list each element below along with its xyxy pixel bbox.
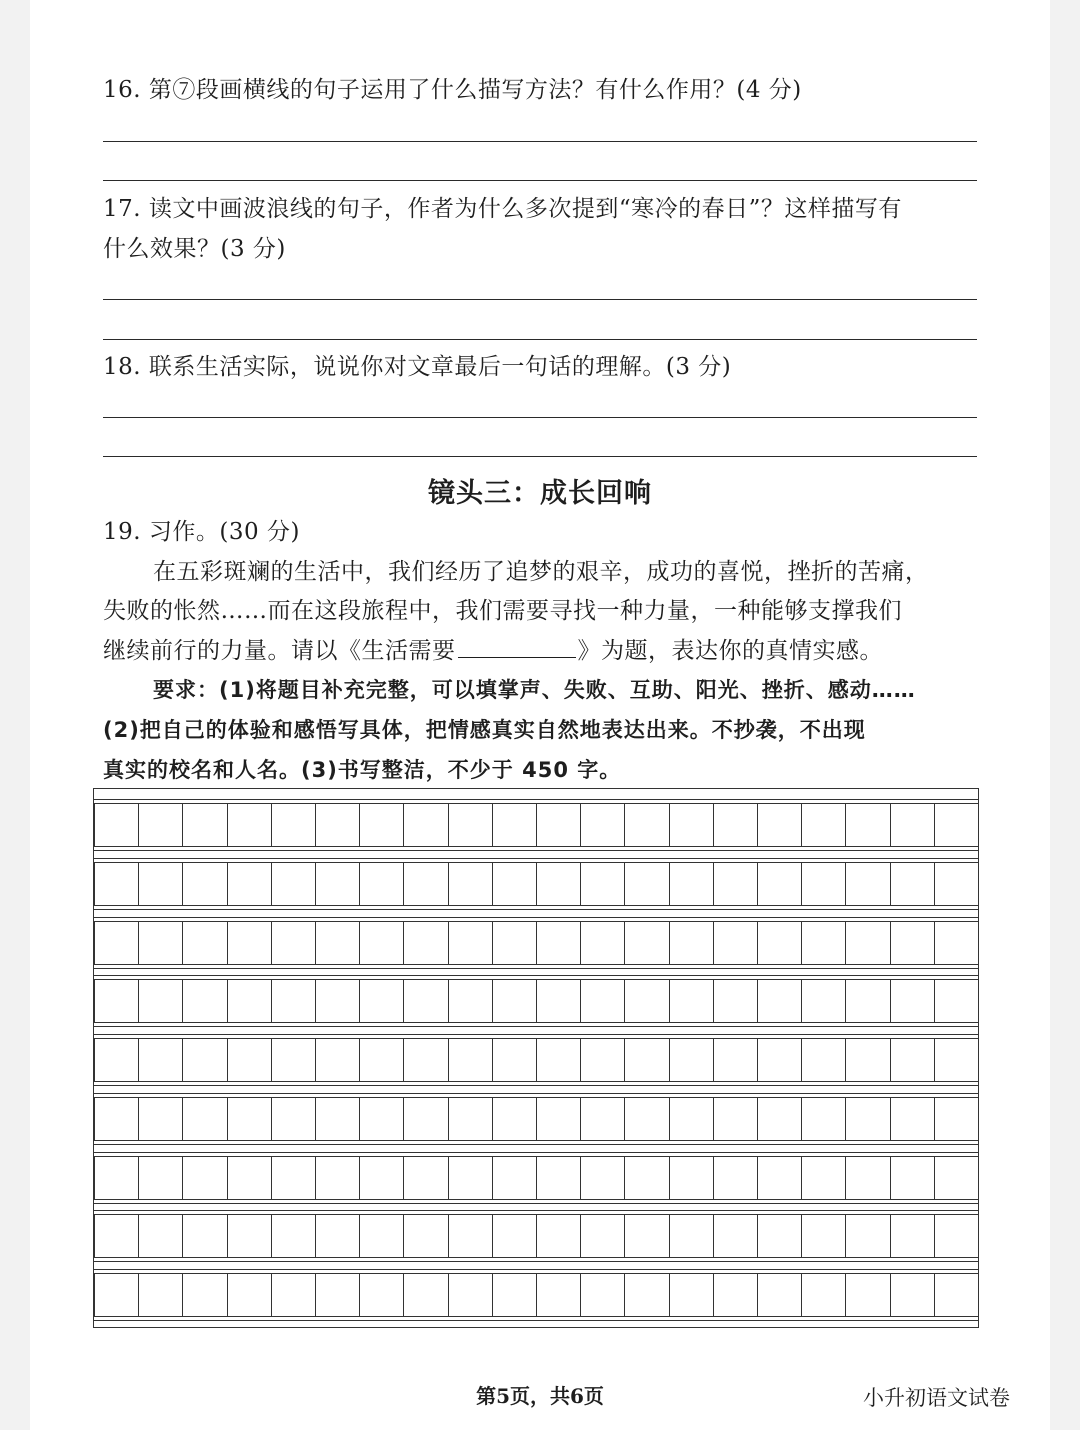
answer-line[interactable] (103, 180, 977, 181)
question-18: 18. 联系生活实际，说说你对文章最后一句话的理解。(3 分) (103, 354, 732, 380)
grid-cell[interactable] (359, 1038, 404, 1082)
title-blank[interactable] (458, 633, 576, 658)
grid-cell[interactable] (580, 979, 625, 1023)
grid-cell[interactable] (713, 979, 758, 1023)
grid-cell[interactable] (536, 1097, 581, 1141)
grid-cell[interactable] (271, 1214, 316, 1258)
grid-band-line (94, 1085, 978, 1086)
grid-cell[interactable] (94, 1097, 139, 1141)
grid-cell[interactable] (757, 921, 802, 965)
grid-cell[interactable] (271, 1273, 316, 1317)
grid-cell[interactable] (669, 1097, 714, 1141)
grid-cell[interactable] (227, 803, 272, 847)
grid-cell[interactable] (227, 921, 272, 965)
grid-cell[interactable] (934, 1214, 979, 1258)
grid-cell[interactable] (227, 1038, 272, 1082)
grid-cell[interactable] (845, 979, 890, 1023)
grid-cell[interactable] (448, 1273, 493, 1317)
grid-cell[interactable] (492, 1273, 537, 1317)
grid-cell[interactable] (845, 1156, 890, 1200)
grid-cell[interactable] (934, 862, 979, 906)
grid-cell[interactable] (801, 979, 846, 1023)
grid-cell[interactable] (845, 921, 890, 965)
grid-band-line (94, 1026, 978, 1027)
grid-cell[interactable] (271, 1156, 316, 1200)
grid-cell[interactable] (845, 803, 890, 847)
grid-cell[interactable] (801, 862, 846, 906)
question-17-line1: 17. 读文中画波浪线的句子，作者为什么多次提到“寒冷的春日”？这样描写有 (103, 196, 902, 222)
grid-cell[interactable] (448, 1038, 493, 1082)
grid-cell[interactable] (94, 1273, 139, 1317)
grid-band-line (94, 975, 978, 976)
grid-cell[interactable] (315, 1156, 360, 1200)
grid-cell[interactable] (934, 1097, 979, 1141)
grid-cell[interactable] (271, 803, 316, 847)
grid-cell[interactable] (580, 803, 625, 847)
grid-cell[interactable] (757, 803, 802, 847)
grid-band-line (94, 917, 978, 918)
grid-cell[interactable] (934, 1156, 979, 1200)
question-19-heading: 19. 习作。(30 分) (103, 519, 300, 545)
grid-cell[interactable] (890, 1156, 935, 1200)
document-name: 小升初语文试卷 (863, 1386, 1010, 1410)
grid-cell[interactable] (182, 862, 227, 906)
grid-cell[interactable] (271, 862, 316, 906)
grid-cell[interactable] (315, 979, 360, 1023)
grid-cell[interactable] (359, 1156, 404, 1200)
grid-cell[interactable] (624, 803, 669, 847)
grid-cell[interactable] (94, 1214, 139, 1258)
grid-cell[interactable] (801, 1273, 846, 1317)
grid-cell[interactable] (845, 1214, 890, 1258)
grid-cell[interactable] (845, 1038, 890, 1082)
grid-cell[interactable] (182, 1156, 227, 1200)
grid-band-line (94, 1034, 978, 1035)
grid-band-line (94, 1320, 978, 1321)
answer-line[interactable] (103, 339, 977, 340)
requirement-line-1: 要求：(1)将题目补充完整，可以填掌声、失败、互助、阳光、挫折、感动…… (153, 678, 916, 702)
grid-cell[interactable] (757, 862, 802, 906)
grid-cell[interactable] (757, 1214, 802, 1258)
grid-cell[interactable] (182, 1214, 227, 1258)
grid-cell[interactable] (182, 921, 227, 965)
grid-cell[interactable] (713, 921, 758, 965)
grid-cell[interactable] (669, 1156, 714, 1200)
grid-cell[interactable] (359, 979, 404, 1023)
grid-cell[interactable] (138, 862, 183, 906)
grid-cell[interactable] (536, 803, 581, 847)
grid-cell[interactable] (713, 862, 758, 906)
grid-cell[interactable] (580, 1156, 625, 1200)
grid-cell[interactable] (890, 979, 935, 1023)
grid-cell[interactable] (448, 1214, 493, 1258)
grid-cell[interactable] (801, 803, 846, 847)
grid-cell[interactable] (801, 1214, 846, 1258)
grid-cell[interactable] (448, 803, 493, 847)
grid-cell[interactable] (271, 979, 316, 1023)
grid-cell[interactable] (669, 803, 714, 847)
grid-cell[interactable] (801, 1156, 846, 1200)
grid-cell[interactable] (890, 1097, 935, 1141)
grid-band-line (94, 799, 978, 800)
grid-cell[interactable] (182, 1038, 227, 1082)
grid-cell[interactable] (536, 1273, 581, 1317)
grid-cell[interactable] (890, 921, 935, 965)
grid-cell[interactable] (890, 1273, 935, 1317)
prompt-line-2: 失败的怅然……而在这段旅程中，我们需要寻找一种力量，一种能够支撑我们 (103, 598, 902, 624)
grid-cell[interactable] (403, 803, 448, 847)
grid-cell[interactable] (713, 803, 758, 847)
grid-cell[interactable] (757, 1156, 802, 1200)
grid-cell[interactable] (492, 803, 537, 847)
section-title: 镜头三：成长回响 (428, 478, 652, 509)
page-number: 第5页，共6页 (476, 1384, 604, 1408)
grid-cell[interactable] (94, 1038, 139, 1082)
grid-cell[interactable] (669, 1214, 714, 1258)
grid-cell[interactable] (315, 921, 360, 965)
grid-cell[interactable] (713, 1273, 758, 1317)
grid-cell[interactable] (359, 1273, 404, 1317)
prompt-line-3-before: 继续前行的力量。请以《生活需要 (103, 638, 456, 664)
grid-cell[interactable] (94, 979, 139, 1023)
grid-cell[interactable] (448, 1156, 493, 1200)
grid-cell[interactable] (492, 1097, 537, 1141)
grid-cell[interactable] (934, 979, 979, 1023)
grid-cell[interactable] (713, 1038, 758, 1082)
grid-cell[interactable] (94, 862, 139, 906)
prompt-line-1: 在五彩斑斓的生活中，我们经历了追梦的艰辛，成功的喜悦，挫折的苦痛， (153, 559, 929, 585)
grid-cell[interactable] (934, 803, 979, 847)
grid-cell[interactable] (138, 979, 183, 1023)
grid-cell[interactable] (315, 803, 360, 847)
grid-cell[interactable] (492, 979, 537, 1023)
grid-cell[interactable] (94, 803, 139, 847)
grid-cell[interactable] (669, 862, 714, 906)
grid-cell[interactable] (138, 921, 183, 965)
grid-cell[interactable] (890, 803, 935, 847)
grid-cell[interactable] (227, 1273, 272, 1317)
grid-cell[interactable] (624, 1097, 669, 1141)
grid-cell[interactable] (138, 1038, 183, 1082)
grid-band-line (94, 850, 978, 851)
grid-cell[interactable] (624, 1214, 669, 1258)
grid-cell[interactable] (934, 1273, 979, 1317)
grid-cell[interactable] (536, 921, 581, 965)
grid-band-line (94, 1152, 978, 1153)
question-16: 16. 第⑦段画横线的句子运用了什么描写方法？有什么作用？(4 分) (103, 77, 802, 103)
grid-cell[interactable] (403, 1156, 448, 1200)
grid-cell[interactable] (624, 979, 669, 1023)
grid-cell[interactable] (624, 862, 669, 906)
grid-cell[interactable] (94, 921, 139, 965)
grid-cell[interactable] (536, 1214, 581, 1258)
grid-cell[interactable] (138, 1273, 183, 1317)
grid-cell[interactable] (403, 1038, 448, 1082)
grid-cell[interactable] (934, 1038, 979, 1082)
requirement-line-3: 真实的校名和人名。(3)书写整洁，不少于 450 字。 (103, 758, 622, 782)
grid-cell[interactable] (403, 979, 448, 1023)
grid-cell[interactable] (580, 862, 625, 906)
grid-cell[interactable] (536, 862, 581, 906)
requirement-line-2: (2)把自己的体验和感悟写具体，把情感真实自然地表达出来。不抄袭，不出现 (103, 718, 866, 742)
grid-band-line (94, 1210, 978, 1211)
grid-cell[interactable] (271, 1097, 316, 1141)
grid-cell[interactable] (492, 1156, 537, 1200)
grid-cell[interactable] (801, 1097, 846, 1141)
grid-cell[interactable] (757, 1273, 802, 1317)
grid-cell[interactable] (315, 1214, 360, 1258)
grid-cell[interactable] (580, 1097, 625, 1141)
grid-cell[interactable] (359, 862, 404, 906)
grid-cell[interactable] (359, 921, 404, 965)
grid-cell[interactable] (890, 1038, 935, 1082)
grid-cell[interactable] (713, 1097, 758, 1141)
grid-cell[interactable] (271, 921, 316, 965)
grid-cell[interactable] (138, 1097, 183, 1141)
grid-cell[interactable] (403, 921, 448, 965)
grid-cell[interactable] (845, 862, 890, 906)
grid-band-line (94, 1093, 978, 1094)
grid-cell[interactable] (227, 979, 272, 1023)
grid-cell[interactable] (713, 1156, 758, 1200)
grid-cell[interactable] (580, 1038, 625, 1082)
grid-cell[interactable] (182, 803, 227, 847)
grid-cell[interactable] (227, 1214, 272, 1258)
grid-cell[interactable] (403, 1214, 448, 1258)
grid-cell[interactable] (227, 1097, 272, 1141)
grid-cell[interactable] (492, 921, 537, 965)
grid-band-line (94, 1261, 978, 1262)
grid-cell[interactable] (580, 1214, 625, 1258)
answer-line[interactable] (103, 141, 977, 142)
grid-band-line (94, 968, 978, 969)
grid-cell[interactable] (757, 1038, 802, 1082)
grid-cell[interactable] (315, 1097, 360, 1141)
grid-cell[interactable] (227, 1156, 272, 1200)
grid-cell[interactable] (492, 1214, 537, 1258)
grid-cell[interactable] (182, 1273, 227, 1317)
question-17-line2: 什么效果？(3 分) (103, 236, 286, 262)
grid-cell[interactable] (669, 1273, 714, 1317)
grid-cell[interactable] (403, 1273, 448, 1317)
grid-cell[interactable] (138, 803, 183, 847)
grid-cell[interactable] (227, 862, 272, 906)
grid-cell[interactable] (624, 921, 669, 965)
grid-cell[interactable] (315, 862, 360, 906)
grid-cell[interactable] (580, 1273, 625, 1317)
grid-cell[interactable] (403, 1097, 448, 1141)
grid-cell[interactable] (536, 1038, 581, 1082)
grid-cell[interactable] (934, 921, 979, 965)
grid-cell[interactable] (448, 862, 493, 906)
grid-cell[interactable] (315, 1038, 360, 1082)
grid-cell[interactable] (138, 1214, 183, 1258)
prompt-line-3-after: 》为题，表达你的真情实感。 (577, 638, 883, 664)
grid-cell[interactable] (536, 1156, 581, 1200)
answer-line[interactable] (103, 299, 977, 300)
grid-cell[interactable] (890, 1214, 935, 1258)
grid-cell[interactable] (315, 1273, 360, 1317)
grid-cell[interactable] (669, 979, 714, 1023)
answer-line[interactable] (103, 456, 977, 457)
grid-cell[interactable] (757, 1097, 802, 1141)
grid-cell[interactable] (845, 1273, 890, 1317)
grid-cell[interactable] (271, 1038, 316, 1082)
grid-band-line (94, 909, 978, 910)
grid-cell[interactable] (448, 1097, 493, 1141)
grid-cell[interactable] (448, 979, 493, 1023)
grid-band-line (94, 1144, 978, 1145)
grid-cell[interactable] (580, 921, 625, 965)
grid-cell[interactable] (492, 1038, 537, 1082)
grid-cell[interactable] (624, 1038, 669, 1082)
grid-cell[interactable] (359, 1097, 404, 1141)
grid-cell[interactable] (359, 1214, 404, 1258)
grid-cell[interactable] (801, 921, 846, 965)
writing-grid[interactable] (93, 788, 979, 1328)
grid-cell[interactable] (669, 921, 714, 965)
grid-cell[interactable] (182, 1097, 227, 1141)
grid-cell[interactable] (624, 1156, 669, 1200)
grid-cell[interactable] (359, 803, 404, 847)
grid-cell[interactable] (624, 1273, 669, 1317)
grid-band-line (94, 1203, 978, 1204)
grid-cell[interactable] (757, 979, 802, 1023)
grid-cell[interactable] (890, 862, 935, 906)
grid-cell[interactable] (138, 1156, 183, 1200)
grid-band-line (94, 858, 978, 859)
grid-band-line (94, 1269, 978, 1270)
grid-cell[interactable] (94, 1156, 139, 1200)
grid-cell[interactable] (448, 921, 493, 965)
grid-cell[interactable] (403, 862, 448, 906)
grid-cell[interactable] (536, 979, 581, 1023)
grid-cell[interactable] (713, 1214, 758, 1258)
grid-cell[interactable] (801, 1038, 846, 1082)
answer-line[interactable] (103, 417, 977, 418)
grid-cell[interactable] (669, 1038, 714, 1082)
grid-cell[interactable] (492, 862, 537, 906)
grid-cell[interactable] (182, 979, 227, 1023)
grid-cell[interactable] (845, 1097, 890, 1141)
prompt-line-3 (103, 631, 883, 671)
